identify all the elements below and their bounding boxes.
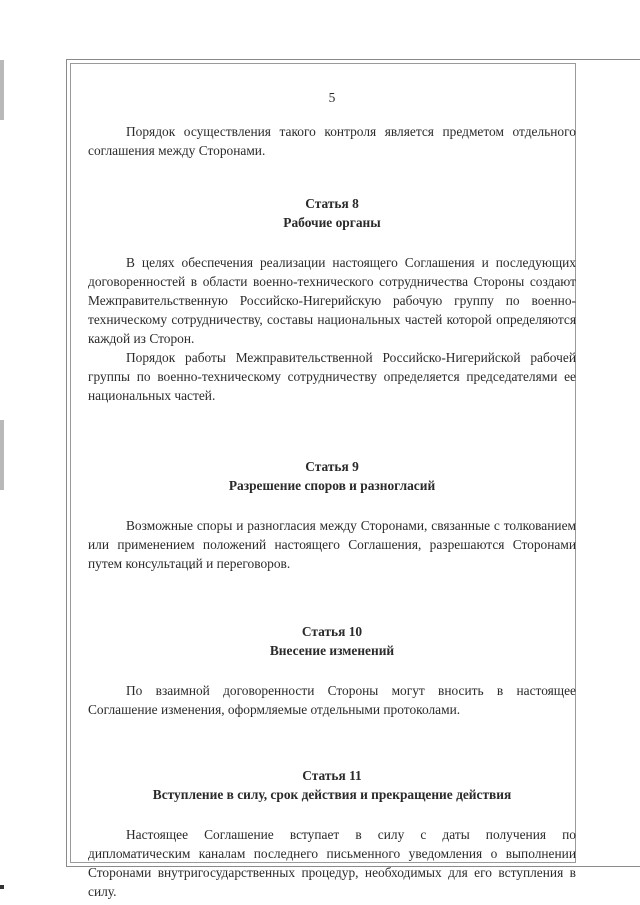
article-paragraph: Порядок работы Межправительственной Российско-Нигерийской рабочей группы по военно-техническому сотрудничеству определяется председателями ее национальных частей.	[88, 350, 576, 403]
article-paragraph: По взаимной договоренности Стороны могут вносить в настоящее Соглашение изменения, оформляемые отдельными протоколами.	[88, 683, 576, 717]
page-number: 5	[328, 90, 336, 105]
article-heading: Статья 8	[305, 196, 359, 211]
scan-edge-mark	[0, 60, 4, 120]
article-title: Разрешение споров и разногласий	[228, 478, 436, 493]
scan-edge-mark	[0, 420, 4, 490]
document-body	[88, 88, 576, 901]
intro-paragraph: Порядок осуществления такого контроля является предметом отдельного соглашения между Сторонами.	[88, 124, 576, 158]
article-9	[88, 457, 576, 573]
article-11	[88, 766, 576, 901]
article-title: Внесение изменений	[269, 643, 395, 658]
scan-corner-mark	[0, 885, 4, 889]
article-heading: Статья 11	[302, 768, 362, 783]
article-heading: Статья 9	[305, 459, 359, 474]
article-paragraph: Возможные споры и разногласия между Сторонами, связанные с толкованием или применением положений настоящего Соглашения, разрешаются Сторонами путем консультаций и переговоров.	[88, 518, 576, 571]
article-title: Вступление в силу, срок действия и прекращение действия	[152, 787, 512, 802]
article-paragraph: Настоящее Соглашение вступает в силу с даты получения по дипломатическим каналам последнего письменного уведомления о выполнении Сторонами внутригосударственных процедур, необходимых для его вступления в силу.	[88, 827, 576, 899]
article-title: Рабочие органы	[283, 215, 381, 230]
article-paragraph: В целях обеспечения реализации настоящего Соглашения и последующих договоренностей в области военно-технического сотрудничества Стороны создают Межправительственную Российско-Нигерийскую рабочую группу по военно-техническому сотрудничеству, составы национальных частей которой определяются каждой из Сторон.	[88, 255, 576, 346]
article-heading: Статья 10	[301, 624, 363, 639]
article-8	[88, 194, 576, 405]
article-10	[88, 622, 576, 719]
